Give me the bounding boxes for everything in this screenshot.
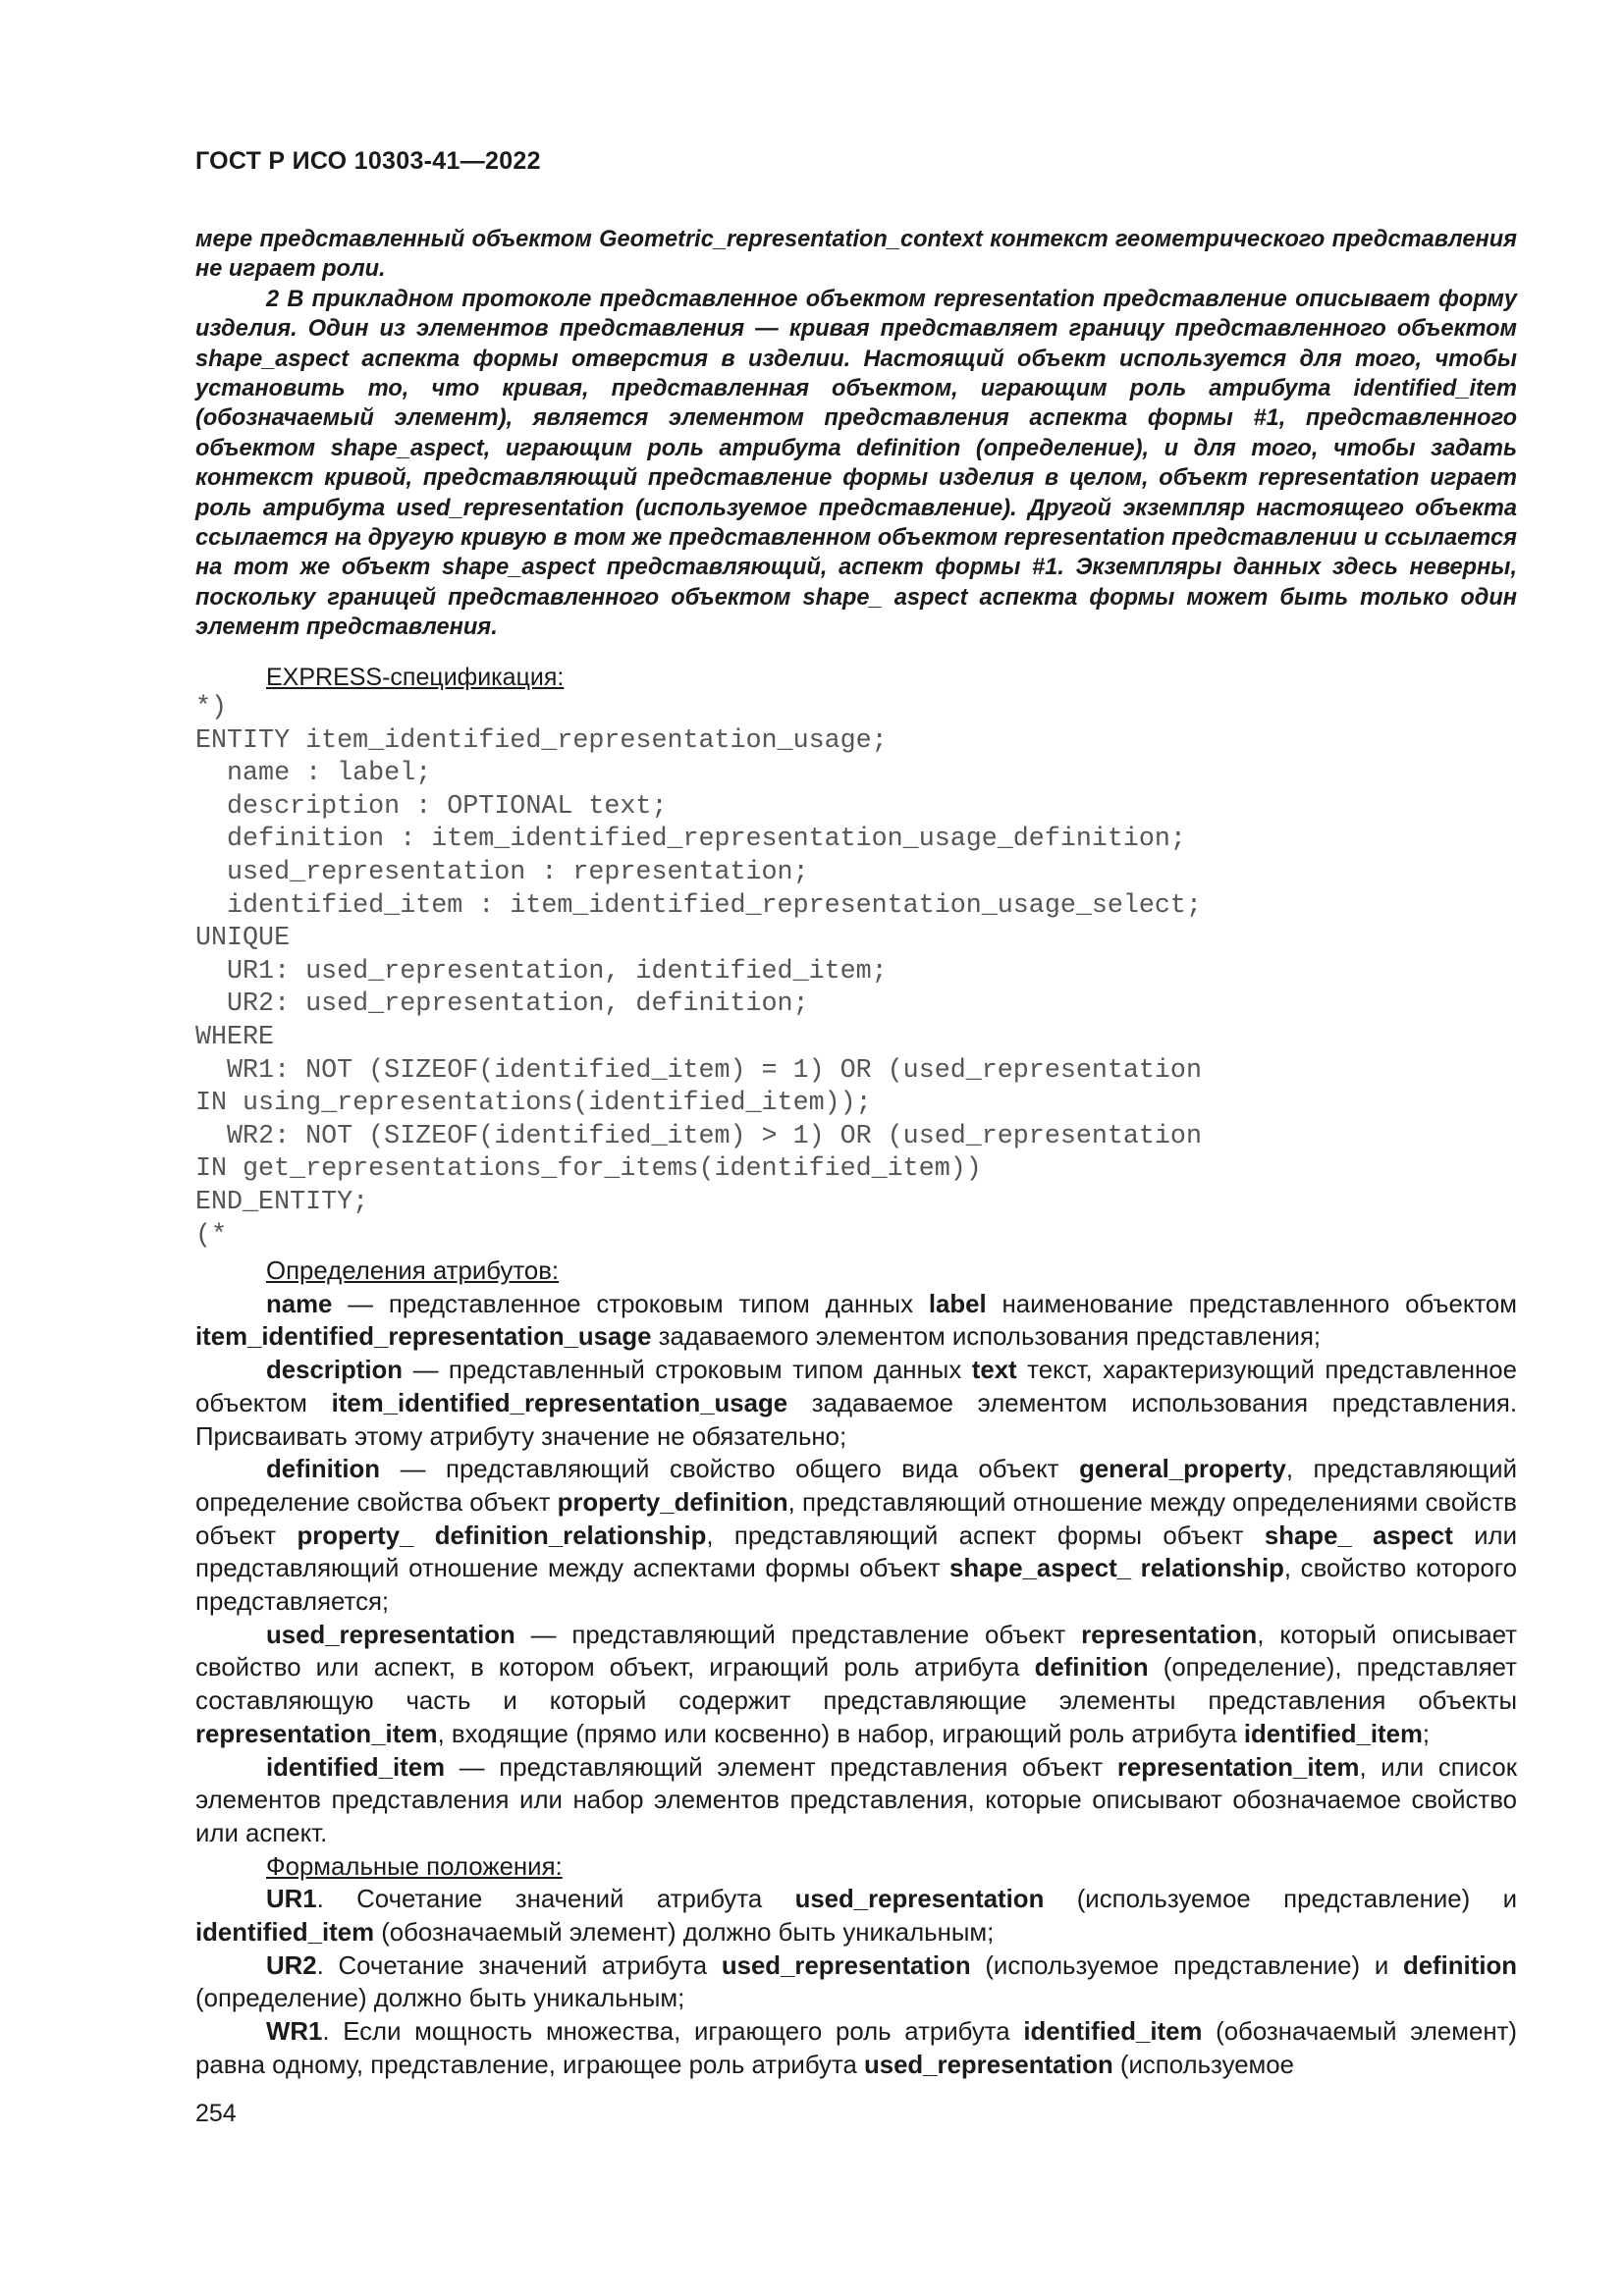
text: , или список элементов представления или набор элементов представления, которые описывают обозначаемое свойство или аспект. bbox=[195, 1753, 1517, 1847]
term: description bbox=[266, 1357, 404, 1385]
attr-used-representation-paragraph bbox=[195, 1620, 1517, 1752]
text: ; bbox=[1422, 1720, 1431, 1748]
rule-wr1-paragraph bbox=[195, 2016, 1517, 2082]
text: , который описывает свойство или аспект, в котором объект, играющий роль атрибута bbox=[195, 1621, 1517, 1682]
text: . Если мощность множества, играющего роль атрибута bbox=[322, 2018, 1024, 2047]
text: (определение) должно быть уникальным; bbox=[195, 1985, 685, 2013]
note-paragraph-1: мере представленный объектом Geometric_representation_context контекст геометрического представления не играет роли. bbox=[195, 227, 1517, 283]
text: (обозначаемый элемент) равна одному, представление, играющее роль атрибута bbox=[195, 2018, 1517, 2079]
term: used_representation bbox=[721, 1951, 971, 1980]
definitions-section bbox=[195, 1255, 1517, 2083]
text: — представленное строковым типом данных bbox=[332, 1290, 929, 1318]
note-block bbox=[195, 225, 1517, 643]
term: identified_item bbox=[1023, 2018, 1203, 2047]
term: definition bbox=[1402, 1951, 1517, 1980]
term: definition bbox=[1034, 1654, 1149, 1682]
text: , представляющий отношение между определениями свойств объект bbox=[195, 1488, 1517, 1550]
term: shape_ aspect bbox=[1264, 1522, 1453, 1550]
attr-definition-paragraph bbox=[195, 1454, 1517, 1620]
rule-ur2-paragraph bbox=[195, 1950, 1517, 2016]
text: , представляющий определение свойства объект bbox=[195, 1456, 1517, 1517]
text: (используемое представление) и bbox=[970, 1951, 1403, 1980]
text: (используемое bbox=[1112, 2051, 1294, 2079]
document-header: ГОСТ Р ИСО 10303-41—2022 bbox=[195, 147, 541, 175]
text: , входящие (прямо или косвенно) в набор, играющий роль атрибута bbox=[437, 1720, 1244, 1748]
term: item_identified_representation_usage bbox=[331, 1389, 788, 1417]
term: representation_item bbox=[1116, 1753, 1360, 1782]
rule-ur1-paragraph bbox=[195, 1884, 1517, 1949]
text: . Сочетание значений атрибута bbox=[316, 1886, 795, 1914]
term: name bbox=[266, 1290, 333, 1318]
text: (определение), представляет составляющую часть и который содержит представляющие элементы представления объекты bbox=[195, 1654, 1517, 1716]
text: — представляющий элемент представления объект bbox=[445, 1753, 1117, 1782]
text: наименование представленного объектом bbox=[986, 1290, 1517, 1318]
term: property_ definition_relationship bbox=[297, 1522, 707, 1550]
term: text bbox=[971, 1357, 1017, 1385]
term: used_representation bbox=[794, 1886, 1045, 1914]
text: или представляющий отношение между аспектами формы объект bbox=[195, 1522, 1518, 1583]
text: , представляющий аспект формы объект bbox=[706, 1522, 1265, 1550]
formal-propositions-heading: Формальные положения: bbox=[266, 1852, 563, 1881]
note-paragraph-2: 2 В прикладном протоколе представленное объектом representation представление описывает форму изделия. Один из элементов представления — кривая представляет границу представленного объектом shape_aspect аспекта формы отверстия в изделии. Настоящий объект используется для того, чтобы установить то, что кривая, представленная объектом, играющим роль атрибута identified_item (обозначаемый элемент), является элементом представления аспекта формы #1, представленного объектом shape_aspect, играющим роль атрибута definition (определение), и для того, чтобы задать контекст кривой, представляющий представление формы изделия в целом, объект representation играет роль атрибута used_representation (используемое представление). Другой экземпляр настоящего объекта ссылается на другую кривую в том же представленном объектом representation представлении и ссылается на тот же объект shape_aspect представляющий, аспект формы #1. Экземпляры данных здесь неверны, поскольку границей представленного объектом shape_ aspect аспекта формы может быть только один элемент представления. bbox=[195, 286, 1517, 641]
term: identified_item bbox=[195, 1919, 375, 1948]
text: задаваемого элементом использования представления; bbox=[651, 1323, 1322, 1352]
term: representation bbox=[1081, 1621, 1258, 1649]
term: representation_item bbox=[195, 1720, 438, 1748]
term: identified_item bbox=[266, 1753, 446, 1782]
term: shape_aspect_ relationship bbox=[949, 1555, 1284, 1583]
text: (обозначаемый элемент) должно быть уникальным; bbox=[374, 1919, 995, 1948]
attribute-definitions-heading: Определения атрибутов: bbox=[266, 1257, 560, 1285]
attr-name-paragraph bbox=[195, 1289, 1517, 1355]
term: property_definition bbox=[557, 1488, 788, 1517]
term: used_representation bbox=[266, 1621, 515, 1649]
text: — представленный строковым типом данных bbox=[403, 1357, 972, 1385]
term: identified_item bbox=[1243, 1720, 1423, 1748]
text: — представляющий представление объект bbox=[514, 1621, 1082, 1649]
term: WR1 bbox=[266, 2018, 323, 2047]
term: label bbox=[928, 1290, 987, 1318]
text: . Сочетание значений атрибута bbox=[316, 1951, 722, 1980]
text: задаваемое элементом использования представления. Присваивать этому атрибуту значение не обязательно; bbox=[195, 1389, 1517, 1451]
term: definition bbox=[266, 1456, 381, 1484]
document-page bbox=[195, 0, 1517, 2296]
express-spec-heading: EXPRESS-спецификация: bbox=[266, 664, 565, 691]
attr-description-paragraph bbox=[195, 1355, 1517, 1454]
attr-identified-item-paragraph bbox=[195, 1752, 1517, 1851]
text: , свойство которого представляется; bbox=[195, 1555, 1517, 1617]
express-code-block: *) ENTITY item_identified_representation_usage; name : label; description : OPTIONAL text; definition : item_identified_representation_usage_definition; used_representation : representation; identified_item : item_identified_representation_usage_select; UNIQUE UR1: used_representation, identified_item; UR2: used_representation, definition; WHERE WR1: NOT (SIZEOF(identified_item) = 1) OR (used_representation IN using_representations(identified_item)); WR2: NOT (SIZEOF(identified_item) > 1) OR (used_representation IN get_representations_for_items(identified_item)) END_ENTITY; (* bbox=[195, 693, 1202, 1251]
term: UR1 bbox=[266, 1886, 317, 1914]
page-number: 254 bbox=[195, 2100, 237, 2127]
text: (используемое представление) и bbox=[1044, 1886, 1517, 1914]
term: used_representation bbox=[863, 2051, 1113, 2079]
term: UR2 bbox=[266, 1951, 317, 1980]
text: — представляющий свойство общего вида объект bbox=[380, 1456, 1080, 1484]
text: текст, характеризующий представленное объектом bbox=[195, 1357, 1517, 1417]
term: general_property bbox=[1079, 1456, 1286, 1484]
term: item_identified_representation_usage bbox=[195, 1323, 652, 1352]
